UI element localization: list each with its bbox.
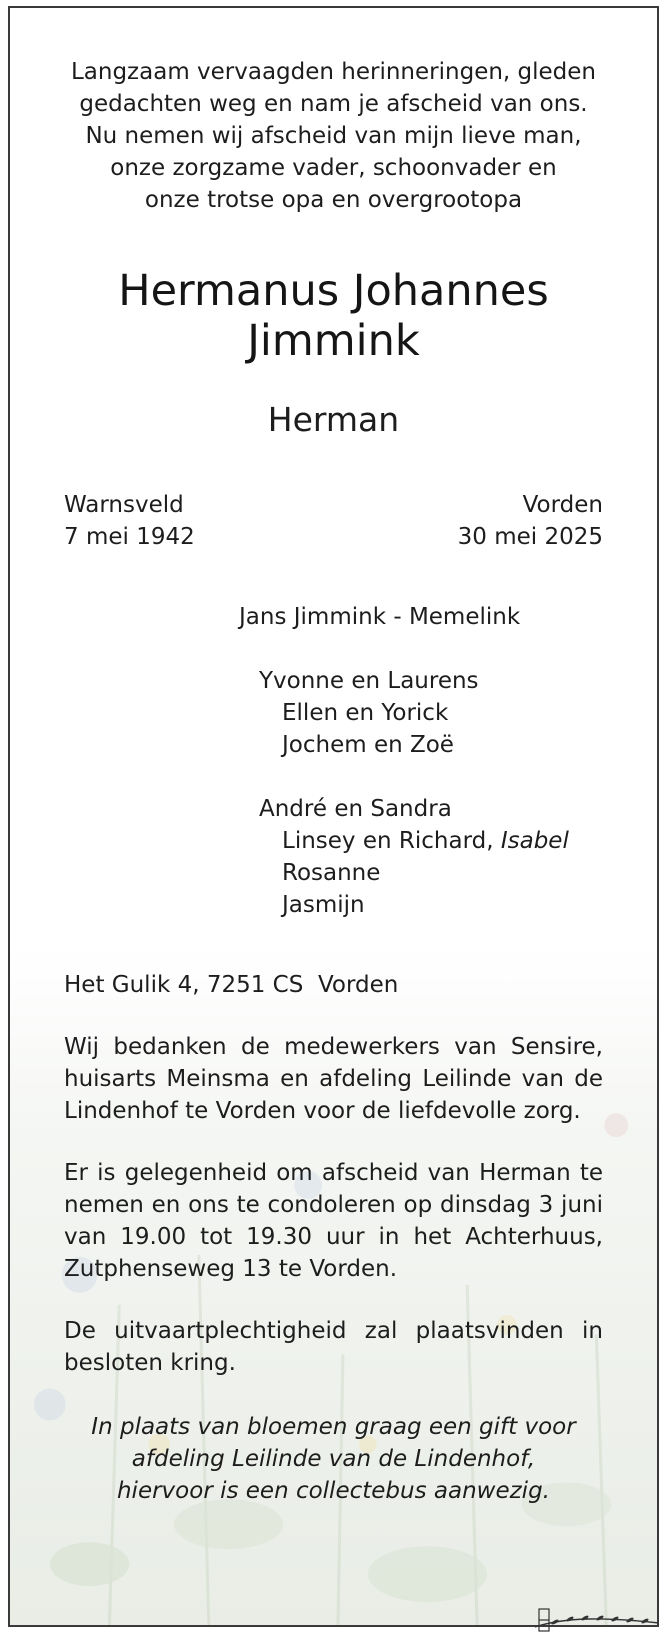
- grandchild-name: Jochem en Zoë: [282, 732, 454, 758]
- closing-note: [64, 1411, 603, 1507]
- nickname: Herman: [267, 400, 400, 439]
- wreath-logo-icon: [525, 1605, 665, 1635]
- death-info: [458, 489, 603, 553]
- poem-line: Langzaam vervaagden herinneringen, gleden: [70, 59, 597, 85]
- child-name: Yvonne en Laurens: [259, 668, 479, 694]
- birth-place: Warnsveld: [64, 492, 184, 518]
- closing-line: afdeling Leilinde van de Lindenhof,: [131, 1446, 536, 1472]
- birth-death-info: [64, 489, 603, 553]
- grandchild-name: Jasmijn: [282, 892, 365, 918]
- poem-line: gedachten weg en nam je afscheid van ons.: [79, 91, 588, 117]
- address: Het Gulik 4, 7251 CS Vorden: [64, 972, 399, 998]
- deceased-name: [64, 266, 603, 366]
- child-name: André en Sandra: [259, 796, 452, 822]
- death-date: 30 mei 2025: [457, 524, 603, 550]
- spouse-name: Jans Jimmink - Memelink: [239, 604, 521, 630]
- grandchild-entry: [64, 825, 603, 857]
- grandchild-name: Linsey en Richard,: [282, 828, 501, 854]
- birth-date: 7 mei 1942: [64, 524, 195, 550]
- name-line: Hermanus Johannes: [118, 266, 549, 316]
- obituary-card: [8, 6, 659, 1627]
- birth-info: [64, 489, 195, 553]
- closing-line: hiervoor is een collectebus aanwezig.: [116, 1478, 550, 1504]
- thanks-text: Wij bedanken de medewerkers van Sensire, huisarts Meinsma en afdeling Leilinde van de Lindenhof te Vorden voor de liefdevolle zorg.: [64, 1034, 603, 1124]
- death-place: Vorden: [522, 492, 603, 518]
- opening-poem: [64, 56, 603, 216]
- grandchild-name: Rosanne: [282, 860, 381, 886]
- poem-line: onze trotse opa en overgrootopa: [144, 187, 523, 213]
- poem-line: onze zorgzame vader, schoonvader en: [110, 155, 557, 181]
- funeral-text: De uitvaartplechtigheid zal plaatsvinden in besloten kring.: [64, 1318, 603, 1376]
- condolence-text: Er is gelegenheid om afscheid van Herman te nemen en ons te condoleren op dinsdag 3 juni van 19.00 tot 19.30 uur in het Achterhuus, Zutphenseweg 13 te Vorden.: [64, 1160, 603, 1282]
- closing-line: In plaats van bloemen graag een gift voor: [91, 1414, 576, 1440]
- poem-line: Nu nemen wij afscheid van mijn lieve man,: [85, 123, 582, 149]
- great-grandchild-name: Isabel: [500, 828, 569, 854]
- name-line: Jimmink: [247, 316, 420, 366]
- grandchild-name: Ellen en Yorick: [282, 700, 449, 726]
- family-list: [64, 601, 603, 921]
